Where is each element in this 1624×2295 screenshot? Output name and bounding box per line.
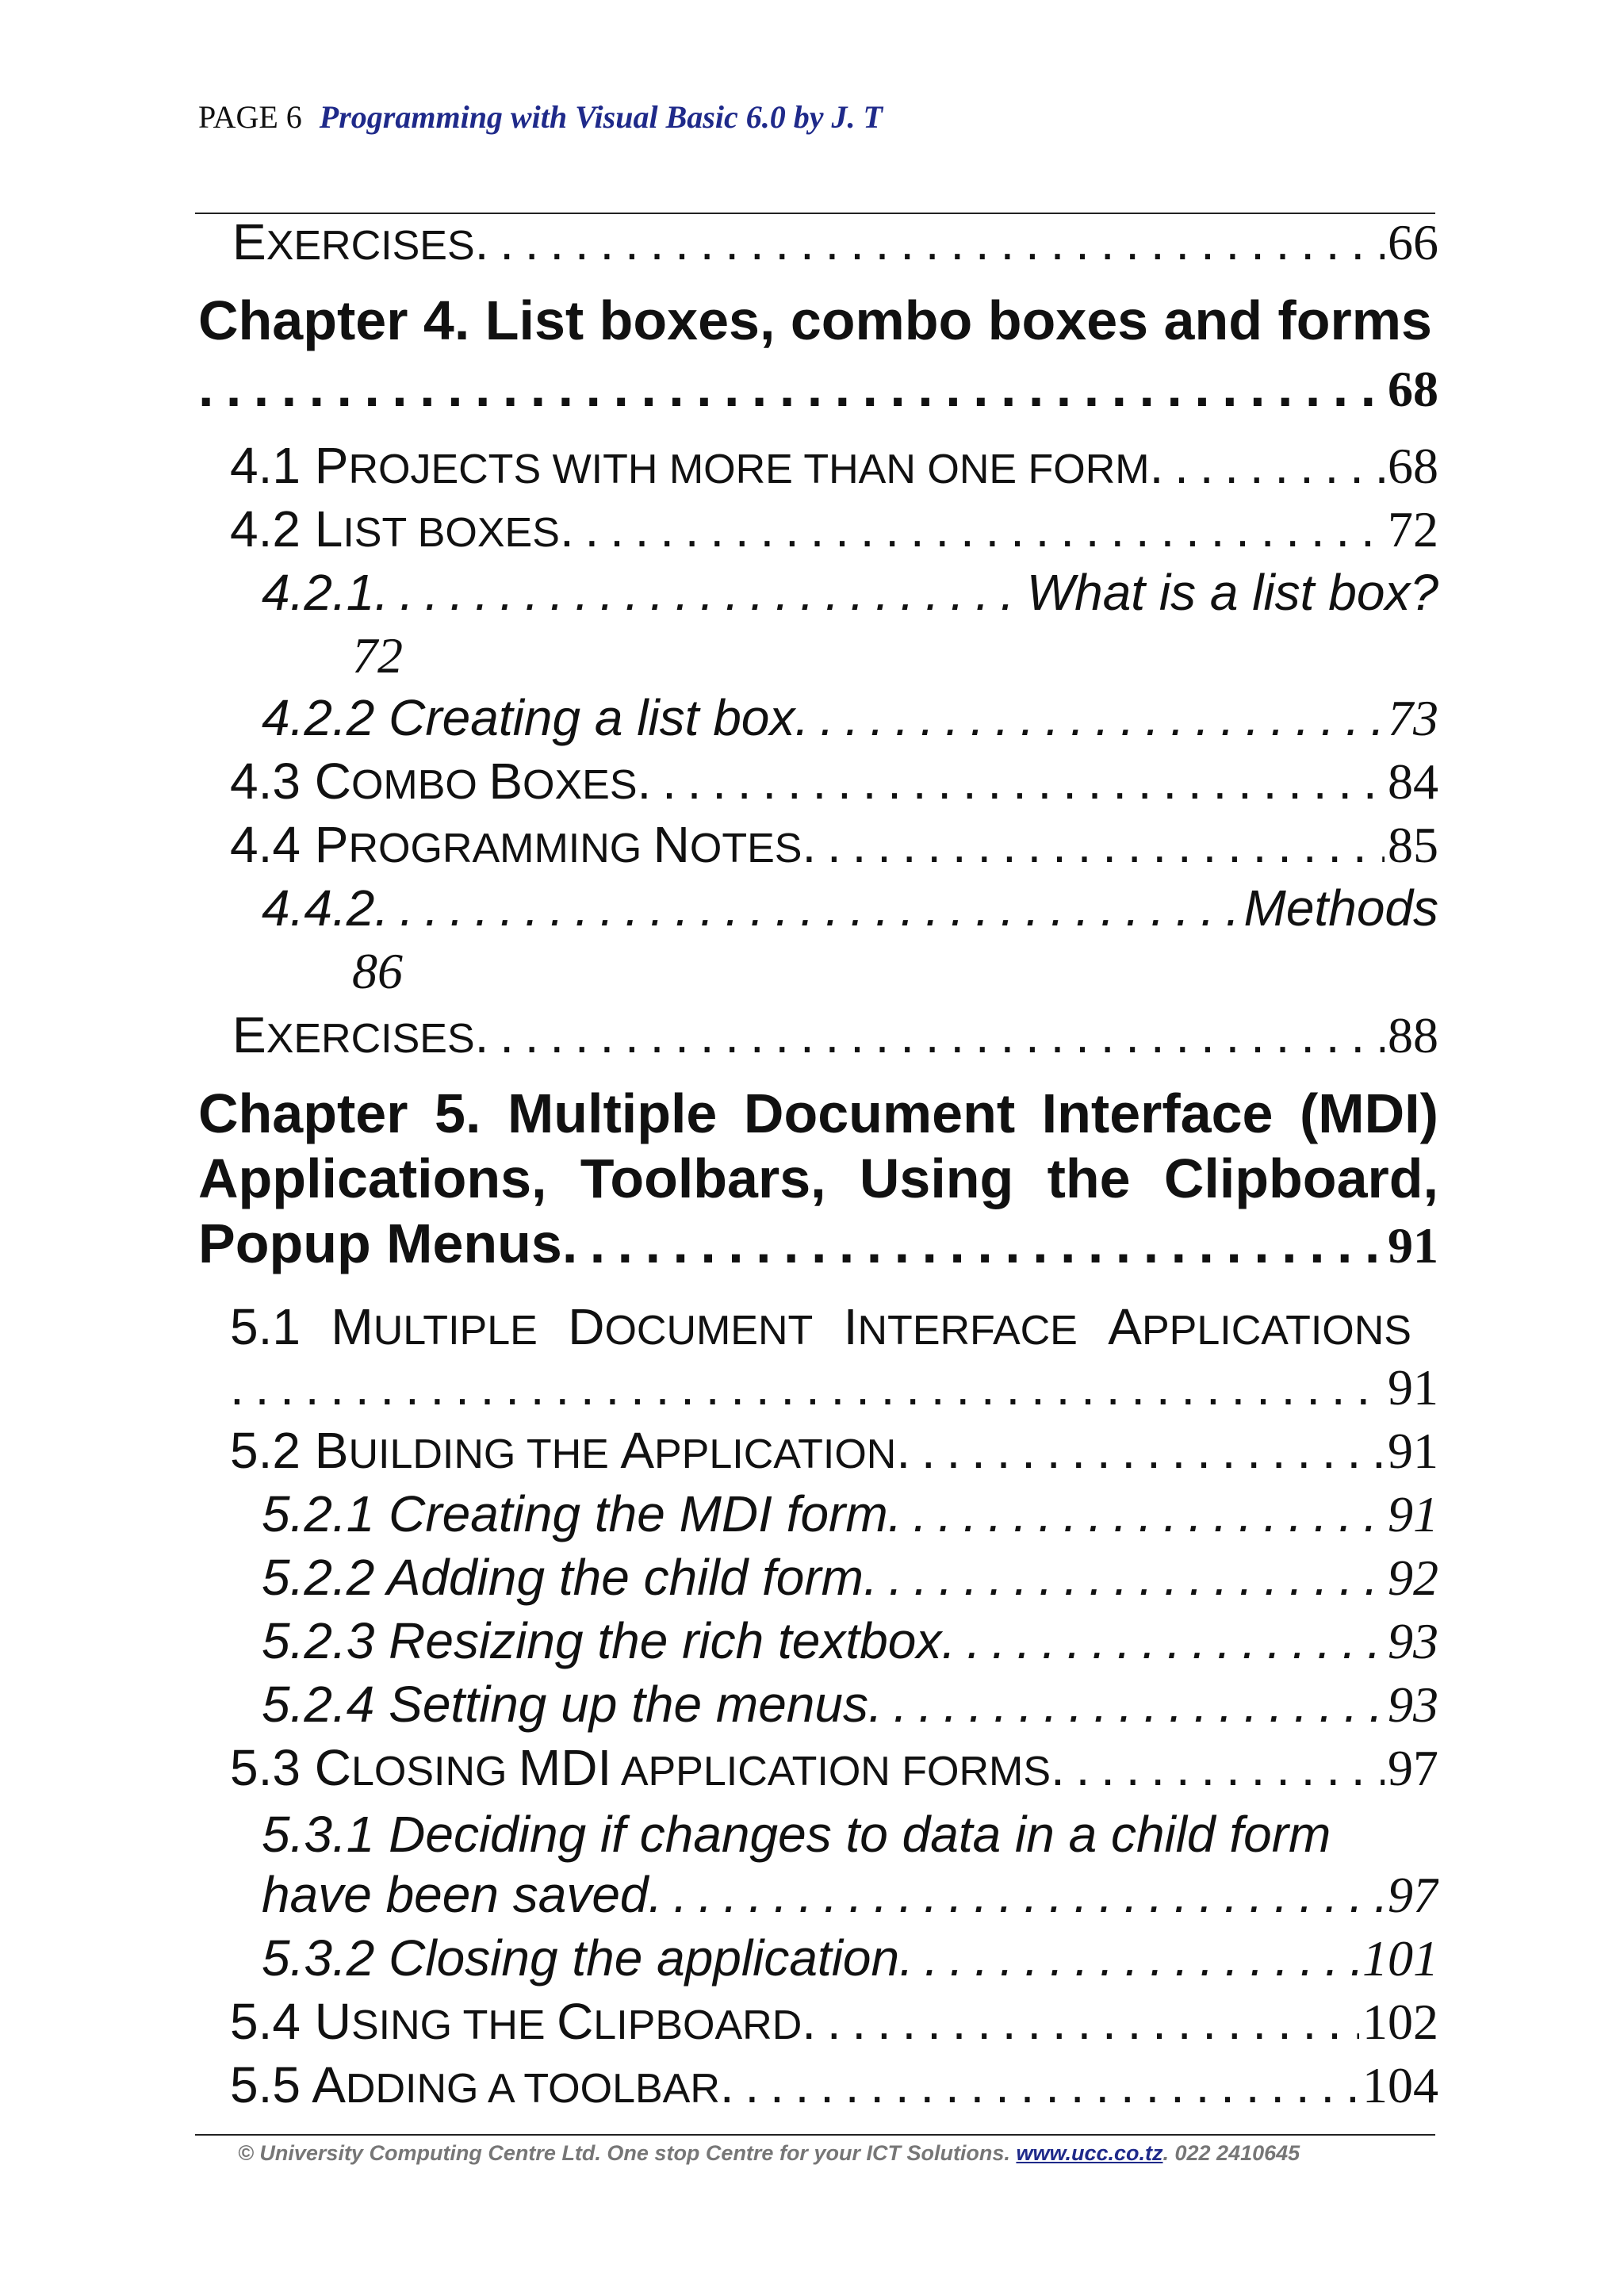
leader-dots xyxy=(864,1548,1385,1607)
section-number: 4.1 xyxy=(230,437,315,494)
toc-page-number: 88 xyxy=(1388,1007,1438,1063)
toc-text: B xyxy=(314,1422,349,1479)
section-number: 5.5 xyxy=(230,2056,312,2113)
section-number: 5.2 xyxy=(230,1422,315,1479)
toc-text: E xyxy=(232,213,266,270)
toc-word: INTERFACE xyxy=(843,1298,1078,1355)
toc-text: P xyxy=(314,816,349,873)
toc-page-number: 72 xyxy=(1388,501,1438,557)
section-number: 4.3 xyxy=(230,753,315,810)
leader-dots xyxy=(888,1485,1385,1543)
toc-entry-5-3-1-line-2[interactable] xyxy=(262,1865,1438,1925)
toc-chapter-5-line-1[interactable] xyxy=(198,1082,1438,1145)
toc-text xyxy=(230,500,560,558)
toc-text: 5.2.1 Creating the MDI form xyxy=(262,1485,888,1542)
section-number: 4.2.1 xyxy=(262,564,375,621)
toc-text: 5.3.2 Closing the application xyxy=(262,1929,900,1987)
toc-text: A xyxy=(312,2056,346,2113)
toc-text: OMBO xyxy=(350,762,489,808)
leader-dots xyxy=(230,1358,1385,1416)
toc-chapter-5-line-3[interactable] xyxy=(198,1212,1438,1275)
toc-page-number: 101 xyxy=(1362,1930,1438,1987)
toc-text: APPLICATION FORMS xyxy=(611,1749,1051,1795)
toc-entry-5-3-1-line-1[interactable]: 5.3.1 Deciding if changes to data in a child form xyxy=(262,1806,1331,1863)
toc-page-number: 91 xyxy=(1388,1359,1438,1416)
footer-website-link[interactable]: www.ucc.co.tz xyxy=(1016,2141,1163,2165)
toc-page-number: 73 xyxy=(1388,690,1438,746)
leader-dots xyxy=(374,563,1026,622)
toc-entry-5-2-3[interactable] xyxy=(262,1611,1438,1671)
section-number: 5.1 xyxy=(230,1298,301,1355)
toc-word: (MDI) xyxy=(1300,1082,1438,1144)
toc-word: Interface xyxy=(1041,1082,1274,1144)
toc-entry-5-1-leader xyxy=(230,1358,1438,1417)
toc-text: DDING A TOOLBAR xyxy=(345,2066,720,2112)
toc-text: 5.2.2 Adding the child form xyxy=(262,1549,864,1606)
toc-page-number: 68 xyxy=(1388,438,1438,494)
toc-page-number: 68 xyxy=(1388,361,1438,417)
toc-chapter-5-line-2[interactable] xyxy=(198,1147,1438,1210)
toc-text: Popup Menus xyxy=(198,1213,562,1274)
section-number: 5.3 xyxy=(230,1739,315,1796)
toc-text: E xyxy=(232,1006,266,1063)
toc-text: U xyxy=(314,1993,351,2050)
leader-dots xyxy=(638,752,1385,810)
leader-dots xyxy=(374,879,1243,937)
toc-entry-5-2-4[interactable] xyxy=(262,1675,1438,1734)
toc-text: OXES xyxy=(523,762,638,808)
leader-dots xyxy=(562,1212,1385,1275)
toc-text: 5.2.3 Resizing the rich textbox xyxy=(262,1612,942,1669)
leader-dots xyxy=(475,1006,1385,1064)
section-number: 5.4 xyxy=(230,1993,315,2050)
toc-text: XERCISES xyxy=(266,223,475,269)
leader-dots xyxy=(941,1611,1385,1670)
footer-phone: . 022 2410645 xyxy=(1162,2141,1300,2165)
toc-page-number: 93 xyxy=(1388,1676,1438,1733)
toc-entry-5-3[interactable] xyxy=(230,1738,1438,1798)
toc-word: the xyxy=(1047,1148,1131,1209)
toc-page-number: 97 xyxy=(1388,1740,1438,1796)
leader-dots xyxy=(475,213,1385,271)
toc-page-number: 104 xyxy=(1362,2057,1438,2113)
toc-word: Using xyxy=(859,1148,1014,1209)
section-number: 4.4.2 xyxy=(262,879,375,937)
leader-dots xyxy=(896,1421,1385,1480)
toc-word: DOCUMENT xyxy=(568,1298,814,1355)
toc-text: OTES xyxy=(689,826,802,872)
toc-page-number: 91 xyxy=(1388,1423,1438,1479)
toc-text: C xyxy=(314,753,351,810)
toc-entry-4-2-1[interactable] xyxy=(262,563,1438,622)
toc-word: Document xyxy=(743,1082,1016,1144)
leader-dots xyxy=(198,355,1385,419)
toc-entry-5-2-2[interactable] xyxy=(262,1548,1438,1607)
section-number: 4.4 xyxy=(230,816,315,873)
toc-word: 5. xyxy=(435,1082,481,1144)
page-footer xyxy=(238,2141,1300,2166)
book-title: Programming with Visual Basic 6.0 by J. T xyxy=(319,99,883,135)
toc-text: P xyxy=(314,437,349,494)
leader-dots xyxy=(1051,1738,1385,1797)
toc-text: PPLICATION xyxy=(654,1431,897,1477)
toc-text: C xyxy=(314,1739,351,1796)
toc-text: LIPBOARD xyxy=(593,2002,802,2048)
toc-page-number: 84 xyxy=(1388,753,1438,810)
footer-rule xyxy=(195,2134,1435,2136)
leader-dots xyxy=(560,500,1385,558)
toc-page-number: 93 xyxy=(1388,1613,1438,1669)
leader-dots xyxy=(649,1865,1385,1924)
toc-entry-exercises-2[interactable] xyxy=(232,1006,1438,1065)
toc-entry-4-2-2[interactable] xyxy=(262,688,1438,748)
toc-page-number: 66 xyxy=(1388,214,1438,270)
toc-entry-4-2[interactable] xyxy=(230,500,1438,559)
toc-entry-5-3-2[interactable] xyxy=(262,1929,1438,1988)
toc-entry-5-2-1[interactable] xyxy=(262,1485,1438,1544)
toc-text: N xyxy=(653,816,690,873)
toc-entry-5-4[interactable] xyxy=(230,1992,1438,2052)
toc-entry-5-5[interactable] xyxy=(230,2056,1438,2115)
toc-word: Toolbars, xyxy=(580,1148,826,1209)
leader-dots xyxy=(802,1992,1359,2051)
toc-chapter-4-leader xyxy=(198,355,1438,419)
toc-text: XERCISES xyxy=(266,1016,475,1062)
toc-text xyxy=(230,752,638,810)
toc-word: Chapter xyxy=(198,1082,408,1144)
leader-dots xyxy=(899,1929,1359,1987)
toc-entry-4-1[interactable] xyxy=(230,436,1438,496)
toc-word: Clipboard, xyxy=(1163,1148,1438,1209)
toc-text xyxy=(230,2056,720,2114)
toc-text: B xyxy=(488,753,523,810)
toc-text: 4.2.2 Creating a list box xyxy=(262,689,795,746)
toc-text: L xyxy=(314,500,343,557)
toc-text: ROJECTS WITH MORE THAN ONE FORM xyxy=(348,446,1150,492)
footer-copyright: © University Computing Centre Ltd. One stop Centre for your ICT Solutions. xyxy=(238,2141,1017,2165)
page-number-label: PAGE 6 xyxy=(198,99,302,135)
toc-text: LOSING xyxy=(350,1749,519,1795)
toc-page-number: 72 xyxy=(352,627,403,684)
toc-text: MDI xyxy=(518,1739,612,1796)
toc-page-number: 102 xyxy=(1362,1994,1438,2050)
toc-text xyxy=(230,436,1150,495)
toc-text: ROGRAMMING xyxy=(348,826,653,872)
toc-text xyxy=(230,1421,896,1480)
toc-word: MULTIPLE xyxy=(331,1298,538,1355)
toc-entry-4-3[interactable] xyxy=(230,752,1438,811)
section-number: 4.2 xyxy=(230,500,315,557)
toc-text: 5.2.4 Setting up the menus xyxy=(262,1676,868,1733)
toc-word: Applications, xyxy=(198,1148,547,1209)
toc-entry-5-1[interactable] xyxy=(230,1297,1411,1356)
leader-dots xyxy=(868,1675,1385,1734)
toc-page-number: 91 xyxy=(1388,1217,1438,1274)
toc-text: have been saved xyxy=(262,1866,649,1923)
toc-text: Methods xyxy=(1243,879,1438,937)
toc-text: IST BOXES xyxy=(343,510,560,556)
leader-dots xyxy=(802,815,1385,874)
leader-dots xyxy=(795,688,1385,747)
toc-page-number: 92 xyxy=(1388,1550,1438,1606)
toc-text: A xyxy=(620,1422,654,1479)
toc-page-number: 85 xyxy=(1388,817,1438,873)
toc-text: What is a list box? xyxy=(1026,564,1438,621)
toc-page-number: 86 xyxy=(352,943,403,999)
toc-text: SING THE xyxy=(350,2002,557,2048)
toc-word: Multiple xyxy=(507,1082,718,1144)
toc-text: UILDING THE xyxy=(348,1431,621,1477)
toc-text xyxy=(230,1992,802,2051)
toc-page-number: 97 xyxy=(1388,1867,1438,1923)
toc-entry-exercises-1[interactable] xyxy=(232,213,1438,272)
toc-chapter-4-title[interactable]: Chapter 4. List boxes, combo boxes and forms xyxy=(198,289,1432,351)
toc-text xyxy=(230,1738,1051,1797)
toc-entry-4-4[interactable] xyxy=(230,815,1438,875)
toc-entry-4-4-2[interactable] xyxy=(262,879,1438,937)
leader-dots xyxy=(720,2056,1359,2114)
toc-page-number: 91 xyxy=(1388,1486,1438,1542)
toc-word: APPLICATIONS xyxy=(1108,1298,1411,1355)
toc-text: C xyxy=(557,1993,594,2050)
toc-text xyxy=(230,815,802,874)
leader-dots xyxy=(1150,436,1385,495)
toc-entry-5-2[interactable] xyxy=(230,1421,1438,1481)
